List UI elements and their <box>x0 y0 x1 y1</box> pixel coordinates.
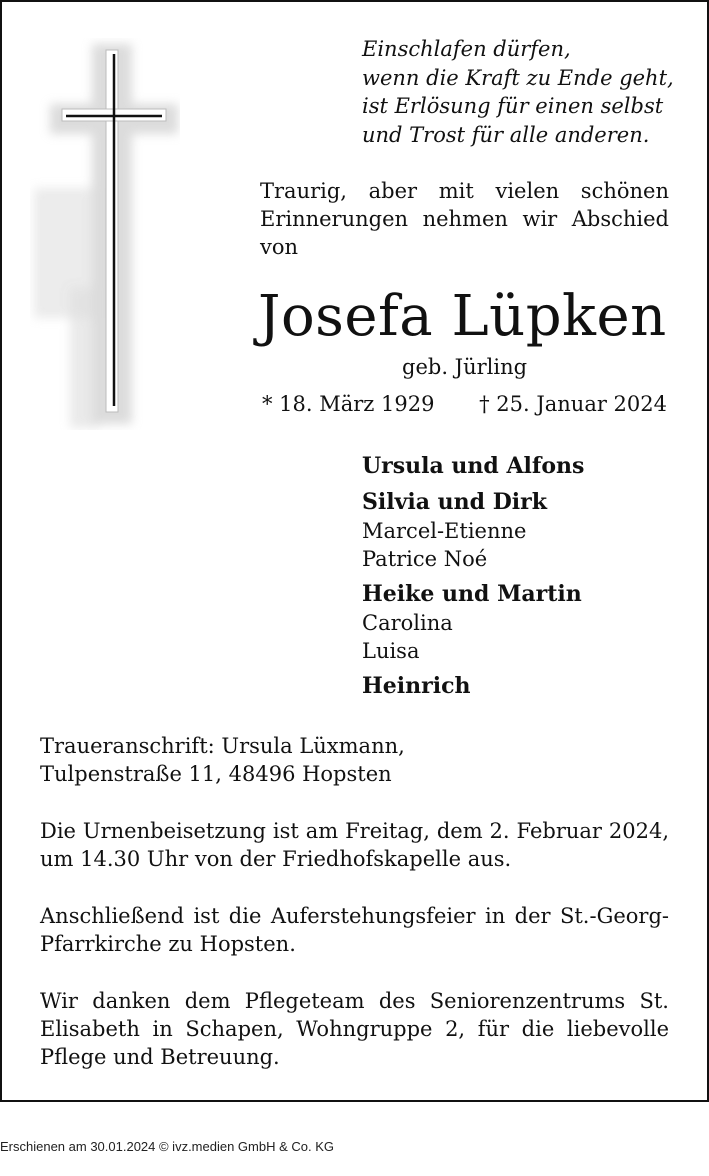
mourner-head: Heike und Martin <box>362 581 582 607</box>
maiden-name: geb. Jürling <box>402 355 528 379</box>
publication-footer: Erschienen am 30.01.2024 © ivz.medien GmbH & Co. KG <box>0 1139 335 1154</box>
mourner-group <box>362 451 692 481</box>
details-section <box>40 732 669 1100</box>
death-date: † 25. Januar 2024 <box>479 392 667 416</box>
thanks-text: Wir danken dem Pflegeteam des Seniorenzentrums St. Elisabeth in Schapen, Wohngruppe 2, für die liebevolle Pflege und Betreuung. <box>40 989 669 1069</box>
mourner-member: Carolina <box>362 611 453 635</box>
mourner-group <box>362 671 692 701</box>
mourner-member: Patrice Noé <box>362 547 488 571</box>
mourners-list <box>362 451 692 707</box>
mourner-head: Silvia und Dirk <box>362 489 547 515</box>
cross-icon <box>30 38 180 430</box>
birth-date: * 18. März 1929 <box>262 392 435 416</box>
mourning-address <box>40 732 669 788</box>
intro-text: Traurig, aber mit vielen schönen Erinnerungen nehmen wir Abschied von <box>260 179 669 259</box>
mourner-head: Ursula und Alfons <box>362 453 585 479</box>
mourner-head: Heinrich <box>362 673 471 699</box>
burial-info: Die Urnenbeisetzung ist am Freitag, dem 2. Februar 2024, um 14.30 Uhr von der Friedhofskapelle aus. <box>40 819 669 871</box>
mourner-member: Marcel-Etienne <box>362 519 527 543</box>
ceremony-info: Anschließend ist die Auferstehungsfeier in der St.-Georg-Pfarrkirche zu Hopsten. <box>40 904 669 956</box>
mourner-group <box>362 579 692 665</box>
mourner-member: Luisa <box>362 639 420 663</box>
mourner-group <box>362 487 692 573</box>
poem: Einschlafen dürfen, wenn die Kraft zu Ende geht, ist Erlösung für einen selbst und Trost für alle anderen. <box>362 37 674 147</box>
deceased-name: Josefa Lüpken <box>258 284 667 349</box>
address-line: Tulpenstraße 11, 48496 Hopsten <box>40 762 392 786</box>
address-line: Traueranschrift: Ursula Lüxmann, <box>40 734 405 758</box>
